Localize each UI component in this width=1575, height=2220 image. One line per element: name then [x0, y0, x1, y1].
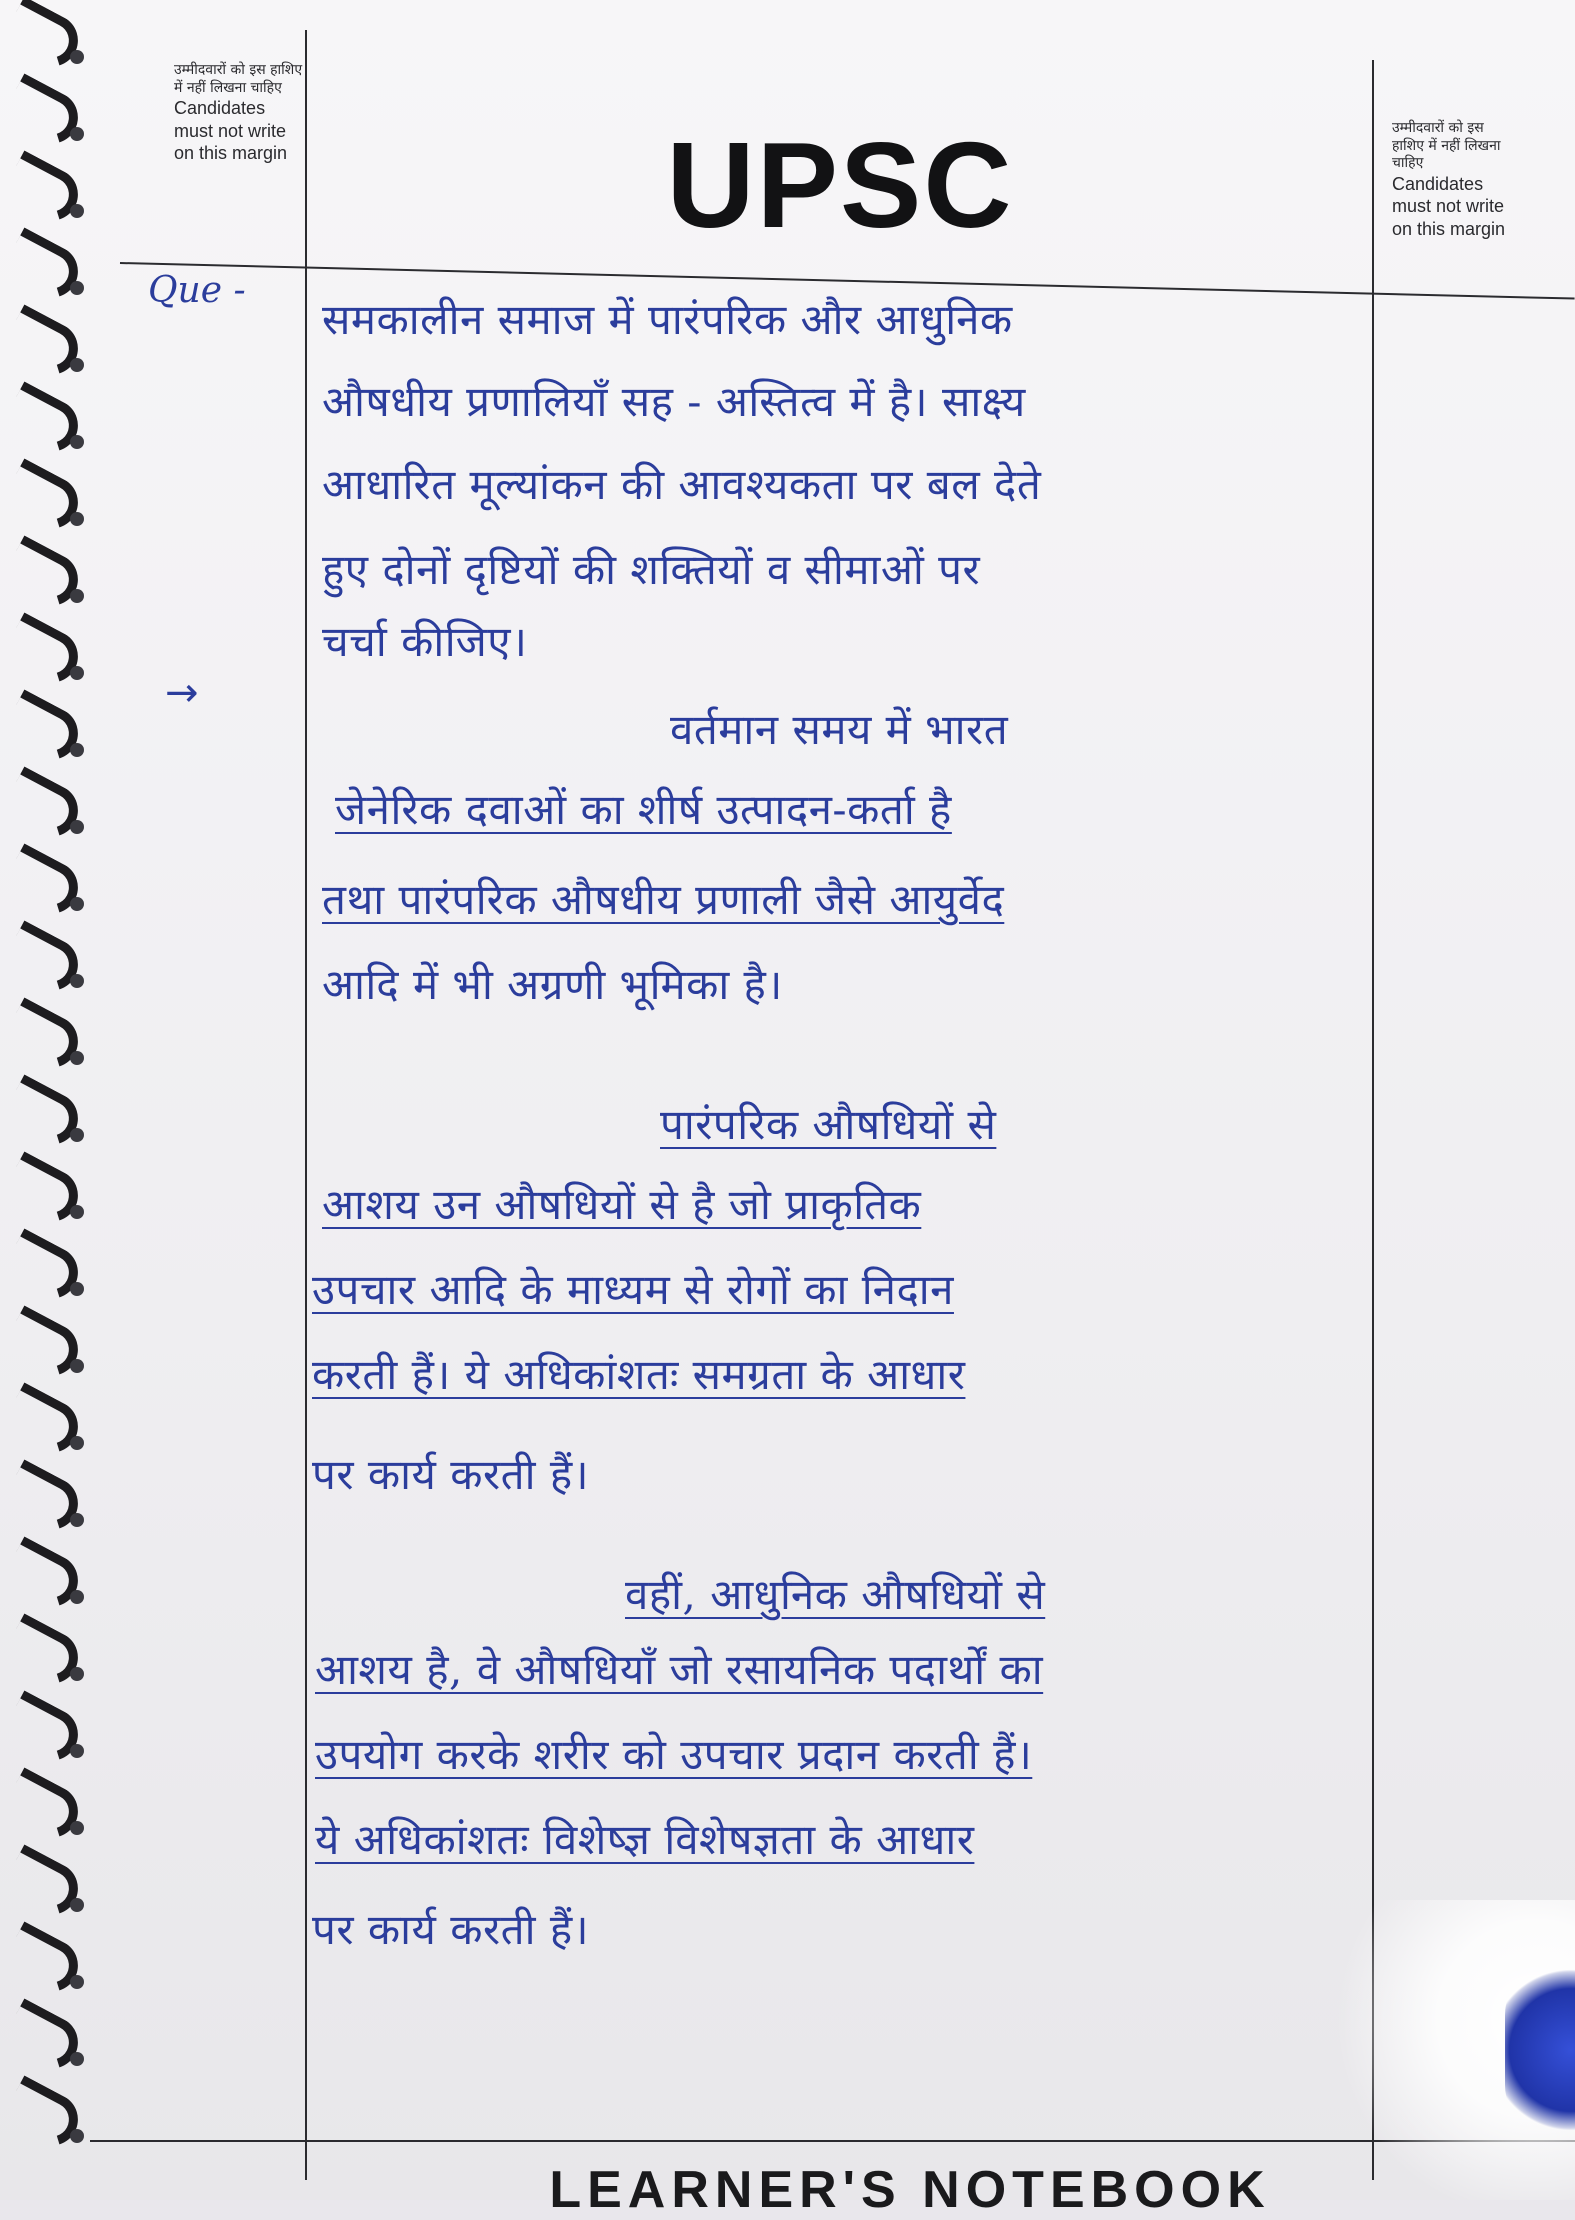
binding-hole — [70, 204, 84, 218]
binding-hole — [70, 50, 84, 64]
answer-line — [315, 1640, 1043, 1697]
binding-hole — [70, 127, 84, 141]
binding-hole — [70, 2129, 84, 2143]
answer-line: वर्तमान समय में भारत — [670, 705, 1009, 754]
answer-line-text: उपचार आदि के माध्यम से रोगों का निदान — [312, 1265, 954, 1314]
footer-brand: LEARNER'S NOTEBOOK — [549, 2161, 1271, 2219]
answer-line-text: वहीं, आधुनिक औषधियों से — [625, 1570, 1046, 1619]
spiral-ring — [0, 535, 87, 614]
binding-hole — [70, 1667, 84, 1681]
binding-hole — [70, 666, 84, 680]
spiral-ring — [0, 2075, 87, 2154]
binding-hole — [70, 1975, 84, 1989]
spiral-ring — [0, 843, 87, 922]
spiral-ring — [0, 73, 87, 152]
spiral-ring — [0, 612, 87, 691]
answer-line — [315, 1725, 1032, 1782]
answer-line: पर कार्य करती हैं। — [312, 1450, 590, 1499]
answer-line-text: जेनेरिक दवाओं का शीर्ष उत्पादन-कर्ता है — [335, 785, 952, 834]
spiral-ring — [0, 1228, 87, 1307]
right-margin-notice — [1392, 120, 1517, 240]
question-line: आधारित मूल्यांकन की आवश्यकता पर बल देते — [322, 460, 1042, 509]
binding-hole — [70, 1590, 84, 1604]
spiral-ring — [0, 1690, 87, 1769]
spiral-ring — [0, 150, 87, 229]
binding-hole — [70, 897, 84, 911]
spiral-ring — [0, 689, 87, 768]
arrow-mark: → — [165, 670, 199, 716]
answer-line-text: ये अधिकांशतः विशेष्ज्ञ विशेषज्ञता के आधार — [315, 1815, 975, 1864]
spiral-ring — [0, 1305, 87, 1384]
binding-hole — [70, 1821, 84, 1835]
spiral-ring — [0, 1844, 87, 1923]
spiral-ring — [0, 997, 87, 1076]
spiral-ring — [0, 0, 87, 76]
answer-line — [312, 1260, 954, 1317]
binding-hole — [70, 974, 84, 988]
spiral-ring — [0, 1151, 87, 1230]
question-line: समकालीन समाज में पारंपरिक और आधुनिक — [322, 295, 1013, 344]
binding-hole — [70, 281, 84, 295]
spiral-ring — [0, 304, 87, 383]
binding-hole — [70, 1359, 84, 1373]
answer-line — [312, 1345, 965, 1402]
left-margin-notice — [174, 62, 304, 165]
question-line: चर्चा कीजिए। — [322, 617, 528, 666]
binding-hole — [70, 2052, 84, 2066]
right-margin-rule — [1372, 60, 1374, 2180]
question-line: हुए दोनों दृष्टियों की शक्तियों व सीमाओं पर — [322, 545, 981, 594]
answer-line: आदि में भी अग्रणी भूमिका है। — [322, 960, 783, 1009]
binding-hole — [70, 1513, 84, 1527]
spiral-ring — [0, 920, 87, 999]
left-margin-notice-english: Candidates must not write on this margin — [174, 98, 288, 163]
left-margin-notice-hindi: उम्मीदवारों को इस हाशिए में नहीं लिखना चाहिए — [174, 62, 303, 96]
spiral-ring — [0, 458, 87, 537]
spiral-ring — [0, 1074, 87, 1153]
answer-line — [625, 1565, 1045, 1622]
pen-cap — [1505, 1960, 1575, 2140]
left-margin-rule — [305, 30, 307, 2180]
binding-hole — [70, 1436, 84, 1450]
spiral-ring — [0, 1613, 87, 1692]
spiral-ring — [0, 227, 87, 306]
answer-line-text: आशय उन औषधियों से है जो प्राकृतिक — [322, 1180, 922, 1229]
spiral-ring — [0, 1536, 87, 1615]
question-line: औषधीय प्रणालियाँ सह - अस्तित्व में है। साक्ष्य — [322, 377, 1026, 426]
spiral-ring — [0, 1382, 87, 1461]
binding-hole — [70, 1205, 84, 1219]
binding-hole — [70, 435, 84, 449]
spiral-ring — [0, 1767, 87, 1846]
binding-hole — [70, 589, 84, 603]
answer-line — [660, 1095, 996, 1152]
binding-hole — [70, 512, 84, 526]
spiral-ring — [0, 766, 87, 845]
binding-hole — [70, 358, 84, 372]
spiral-ring — [0, 1459, 87, 1538]
answer-line-text: आशय है, वे औषधियाँ जो रसायनिक पदार्थों का — [315, 1645, 1044, 1694]
answer-line — [322, 1175, 921, 1232]
spiral-ring — [0, 1998, 87, 2077]
right-margin-notice-hindi: उम्मीदवारों को इस हाशिए में नहीं लिखना चाहिए — [1392, 120, 1501, 171]
answer-line-text: तथा पारंपरिक औषधीय प्रणाली जैसे आयुर्वेद — [322, 875, 1005, 924]
right-margin-notice-english: Candidates must not write on this margin — [1392, 173, 1506, 239]
binding-hole — [70, 1898, 84, 1912]
spiral-ring — [0, 381, 87, 460]
spiral-ring — [0, 1921, 87, 2000]
binding-hole — [70, 1128, 84, 1142]
answer-line — [322, 870, 1004, 927]
answer-line-text: उपयोग करके शरीर को उपचार प्रदान करती हैं। — [315, 1730, 1033, 1779]
binding-hole — [70, 743, 84, 757]
header-brand: UPSC — [666, 117, 1014, 253]
answer-line: पर कार्य करती हैं। — [312, 1905, 590, 1954]
question-marker: Que - — [148, 270, 246, 311]
answer-line-text: पारंपरिक औषधियों से — [660, 1100, 997, 1149]
answer-line — [335, 780, 952, 837]
binding-hole — [70, 1282, 84, 1296]
binding-hole — [70, 1051, 84, 1065]
binding-hole — [70, 820, 84, 834]
answer-line — [315, 1810, 974, 1867]
spiral-binding — [0, 0, 95, 2200]
answer-line-text: करती हैं। ये अधिकांशतः समग्रता के आधार — [312, 1350, 966, 1399]
binding-hole — [70, 1744, 84, 1758]
